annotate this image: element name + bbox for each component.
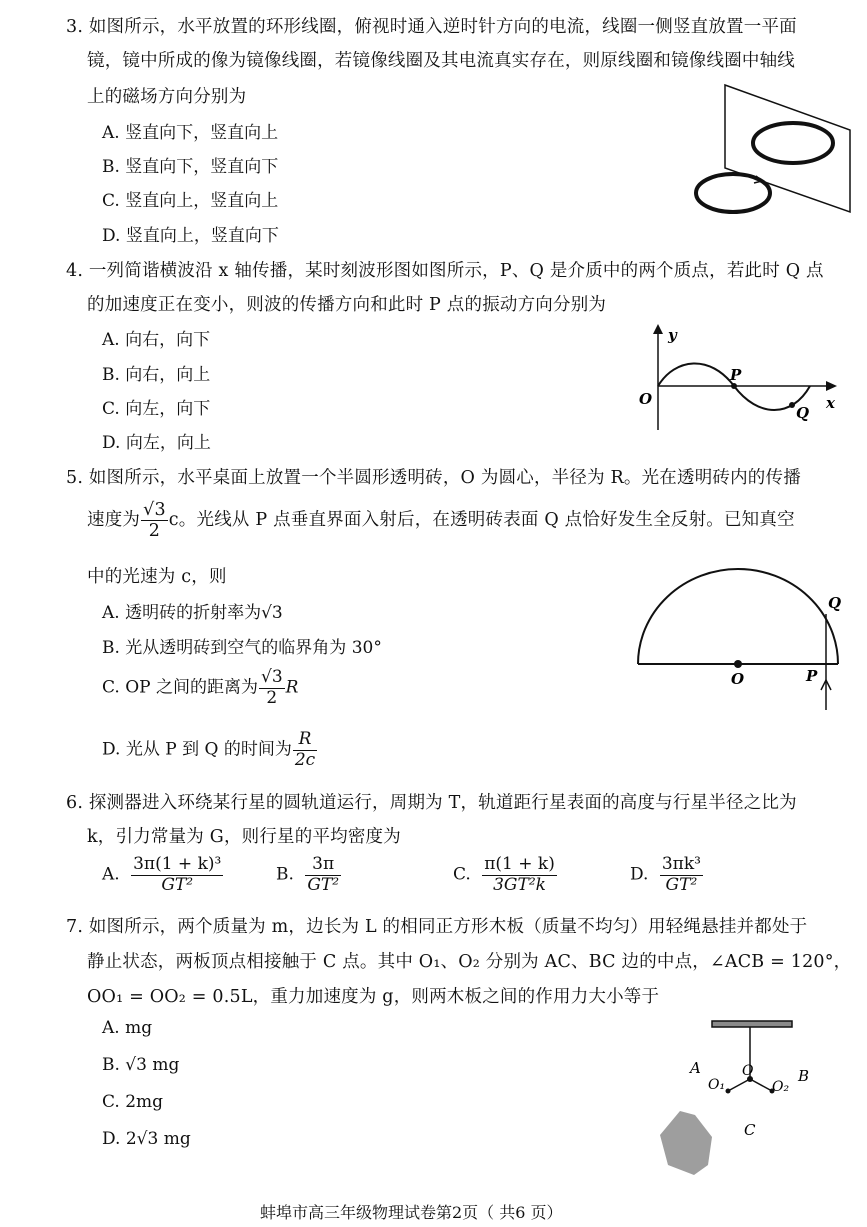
q7-option-c: C. 2mg xyxy=(102,1092,164,1112)
q5-option-c-fraction xyxy=(259,668,285,708)
q5-stem-line2 xyxy=(87,500,795,541)
a-label: A xyxy=(690,1059,701,1077)
q4-option-a: A. 向右，向下 xyxy=(102,330,211,350)
o-label: O xyxy=(742,1063,754,1079)
semicircle-arc xyxy=(638,569,838,664)
o-label: O xyxy=(731,670,745,688)
q3-option-c: C. 竖直向上，竖直向上 xyxy=(102,191,279,211)
q6-option-a-den: GT² xyxy=(161,874,194,895)
q5-option-d-fraction xyxy=(293,730,317,770)
q5-speed-num: √3 xyxy=(143,500,166,520)
o1-label: O₁ xyxy=(708,1077,726,1093)
q6-option-c-label: C. xyxy=(453,864,471,885)
ceiling xyxy=(712,1021,792,1027)
mirror-image-coil xyxy=(753,123,833,163)
q6-option-b-label: B. xyxy=(276,864,294,885)
q5-option-c-pre: C. OP 之间的距离为 xyxy=(102,677,258,698)
left-board xyxy=(660,1111,712,1175)
point-o1 xyxy=(726,1089,731,1094)
p-label: P xyxy=(730,366,742,384)
q5-speed-post: c。光线从 P 点垂直界面入射后，在透明砖表面 Q 点恰好发生全反射。已知真空 xyxy=(168,510,795,531)
origin-label: O xyxy=(639,390,653,408)
q5-option-b: B. 光从透明砖到空气的临界角为 30° xyxy=(102,638,382,658)
q6-option-d-den: GT² xyxy=(665,874,698,895)
q6-option-c-num: π(1 + k) xyxy=(484,854,555,874)
q5-option-c-den: 2 xyxy=(266,687,278,708)
q3-stem-line1: 3. 如图所示，水平放置的环形线圈，俯视时通入逆时针方向的电流，线圈一侧竖直放置一平面 xyxy=(66,17,797,37)
rope-to-o2 xyxy=(750,1079,772,1091)
q6-option-a-num: 3π(1 + k)³ xyxy=(133,854,222,874)
b-label: B xyxy=(798,1067,810,1085)
q6-stem-line2: k，引力常量为 G，则行星的平均密度为 xyxy=(87,827,401,847)
q4-wave-figure xyxy=(630,318,850,436)
q4-stem-line1: 4. 一列简谐横波沿 x 轴传播，某时刻波形图如图所示，P、Q 是介质中的两个质点，若此时 Q 点 xyxy=(66,261,824,281)
p-label: P xyxy=(806,667,818,685)
q6-option-c-fraction xyxy=(482,855,557,895)
q3-stem-line2: 镜，镜中所成的像为镜像线圈，若镜像线圈及其电流真实存在，则原线圈和镜像线圈中轴线 xyxy=(87,51,795,71)
q6-option-b xyxy=(276,855,342,895)
page-footer: 蚌埠市高三年级物理试卷第2页（ 共6 页） xyxy=(260,1203,563,1222)
rope-to-o1 xyxy=(728,1079,750,1091)
q7-option-a: A. mg xyxy=(102,1018,153,1038)
y-axis-label: y xyxy=(668,326,677,344)
center-o xyxy=(734,660,742,668)
q3-option-b: B. 竖直向下，竖直向下 xyxy=(102,157,279,177)
q6-option-b-den: GT² xyxy=(307,874,340,895)
q6-option-c xyxy=(453,855,558,895)
q6-option-a-fraction xyxy=(131,855,223,895)
q5-option-d-pre: D. 光从 P 到 Q 的时间为 xyxy=(102,739,292,760)
q5-option-a: A. 透明砖的折射率为√3 xyxy=(102,603,283,623)
o2-label: O₂ xyxy=(772,1079,790,1095)
q5-option-c-post: R xyxy=(285,677,299,698)
q3-option-a: A. 竖直向下，竖直向上 xyxy=(102,123,279,143)
q5-option-d-num: R xyxy=(293,730,317,751)
q6-option-a xyxy=(102,855,224,895)
y-axis-arrow-icon xyxy=(653,324,663,334)
q5-option-d xyxy=(102,730,318,770)
q5-stem-line1: 5. 如图所示，水平桌面上放置一个半圆形透明砖，O 为圆心，半径为 R。光在透明砖内的传播 xyxy=(66,468,801,488)
q6-option-a-label: A. xyxy=(102,864,120,885)
q-label: Q xyxy=(796,404,810,422)
original-coil xyxy=(696,174,770,212)
q4-option-b: B. 向右，向上 xyxy=(102,365,211,385)
q5-speed-den: 2 xyxy=(148,521,161,542)
q4-option-c: C. 向左，向下 xyxy=(102,399,211,419)
x-axis-label: x xyxy=(826,394,835,412)
q4-stem-line2: 的加速度正在变小，则波的传播方向和此时 P 点的振动方向分别为 xyxy=(87,295,607,315)
q7-option-d: D. 2√3 mg xyxy=(102,1129,191,1149)
q7-stem-line1: 7. 如图所示，两个质量为 m，边长为 L 的相同正方形木板（质量不均匀）用轻绳悬挂并都处于 xyxy=(66,917,808,937)
q7-option-b: B. √3 mg xyxy=(102,1055,180,1075)
q5-stem-line3: 中的光速为 c，则 xyxy=(87,567,227,587)
q4-option-d: D. 向左，向上 xyxy=(102,433,211,453)
q6-option-d xyxy=(630,855,704,895)
q5-semicircle-figure xyxy=(628,568,858,713)
q3-option-d: D. 竖直向上，竖直向下 xyxy=(102,226,279,246)
q6-stem-line1: 6. 探测器进入环绕某行星的圆轨道运行，周期为 T，轨道距行星表面的高度与行星半径之比为 xyxy=(66,793,797,813)
q5-option-c-num: √3 xyxy=(261,667,283,687)
q5-speed-pre: 速度为 xyxy=(87,510,141,531)
x-axis-arrow-icon xyxy=(826,381,837,391)
q7-hanging-boards-figure xyxy=(650,1015,860,1175)
point-q xyxy=(789,402,795,408)
q5-option-d-den: 2c xyxy=(294,749,316,770)
q6-option-c-den: 3GT²k xyxy=(493,874,546,895)
q5-option-c xyxy=(102,668,298,708)
c-label: C xyxy=(744,1121,756,1139)
q6-option-b-num: 3π xyxy=(305,855,341,876)
q6-option-d-num: 3πk³ xyxy=(661,854,701,874)
q3-stem-line3: 上的磁场方向分别为 xyxy=(87,87,247,107)
q6-option-d-fraction xyxy=(660,855,703,895)
q-label: Q xyxy=(828,594,842,612)
q7-stem-line3: OO₁ = OO₂ = 0.5L，重力加速度为 g，则两木板之间的作用力大小等于 xyxy=(87,987,660,1007)
q3-mirror-coil-figure xyxy=(690,80,855,220)
q7-stem-line2: 静止状态，两板顶点相接触于 C 点。其中 O₁、O₂ 分别为 AC、BC 边的中点，∠ACB = 120°， xyxy=(87,952,852,972)
q5-speed-fraction xyxy=(141,500,168,541)
q6-option-d-label: D. xyxy=(630,864,649,885)
q6-option-b-fraction xyxy=(305,855,341,895)
